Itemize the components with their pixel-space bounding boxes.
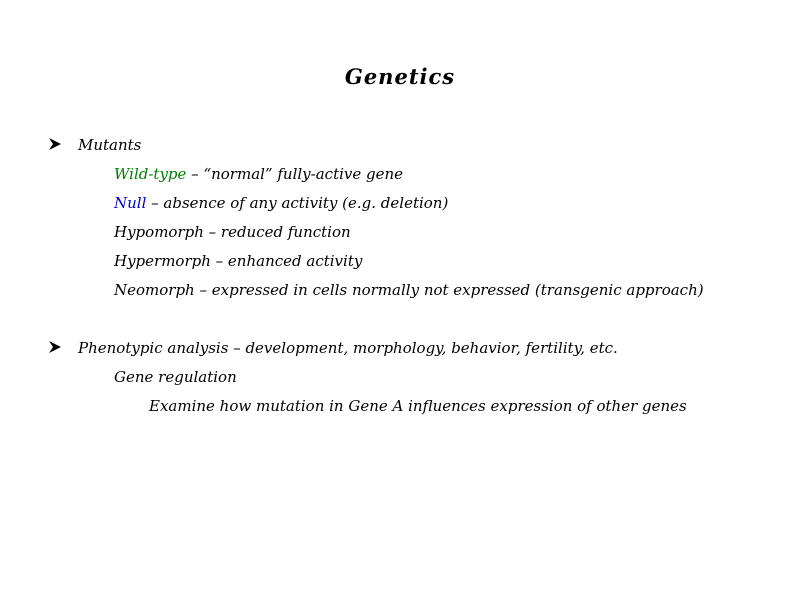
desc-wild-type: – “normal” fully-active gene: [186, 165, 404, 183]
arrowhead-bullet-icon: [48, 137, 62, 151]
list-item-neomorph: Neomorph – expressed in cells normally not expressed (transgenic approach): [114, 281, 704, 299]
list-item-hypermorph: Hypermorph – enhanced activity: [114, 252, 363, 270]
list-item-wild-type: [114, 164, 403, 184]
section-heading-phenotypic-analysis: Phenotypic analysis – development, morphology, behavior, fertility, etc.: [78, 339, 618, 357]
slide-title: Genetics: [344, 64, 456, 89]
desc-null: – absence of any activity (e.g. deletion): [146, 194, 449, 212]
arrowhead-bullet-icon: [48, 340, 62, 354]
section-heading-mutants: Mutants: [78, 136, 142, 154]
term-wild-type: Wild-type: [114, 165, 187, 183]
list-item-hypomorph: Hypomorph – reduced function: [114, 223, 351, 241]
sub-item-gene-regulation: Gene regulation: [114, 368, 237, 386]
sub-sub-item-examine: Examine how mutation in Gene A influences expression of other genes: [149, 397, 687, 415]
term-null: Null: [114, 194, 147, 212]
list-item-null: [114, 193, 448, 213]
